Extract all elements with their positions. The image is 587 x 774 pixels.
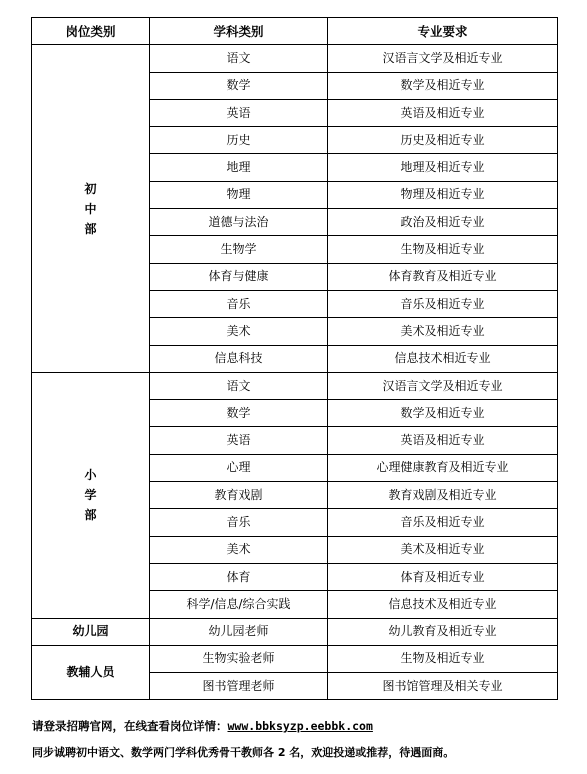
- requirement-cell: 美术及相近专业: [328, 536, 558, 563]
- table-row: [32, 645, 558, 672]
- subject-cell: 道德与法治: [150, 209, 328, 236]
- requirement-cell: 数学及相近专业: [328, 400, 558, 427]
- group-label-char: 部: [84, 221, 97, 236]
- requirement-cell: 历史及相近专业: [328, 127, 558, 154]
- requirement-cell: 美术及相近专业: [328, 318, 558, 345]
- group-label-cell: 教辅人员: [32, 645, 150, 700]
- requirement-cell: 图书馆管理及相关专业: [328, 673, 558, 700]
- subject-cell: 生物实验老师: [150, 645, 328, 672]
- subject-cell: 信息科技: [150, 345, 328, 372]
- group-label-char: 部: [84, 508, 97, 523]
- header-post-category: 岗位类别: [32, 18, 150, 45]
- subject-cell: 美术: [150, 318, 328, 345]
- subject-cell: 数学: [150, 400, 328, 427]
- group-label-char: 学: [84, 488, 97, 503]
- requirement-cell: 教育戏剧及相近专业: [328, 482, 558, 509]
- requirement-cell: 音乐及相近专业: [328, 290, 558, 317]
- requirement-cell: 心理健康教育及相近专业: [328, 454, 558, 481]
- requirement-cell: 生物及相近专业: [328, 236, 558, 263]
- subject-cell: 图书管理老师: [150, 673, 328, 700]
- group-label-char: 初: [84, 181, 97, 196]
- subject-cell: 语文: [150, 372, 328, 399]
- subject-cell: 科学/信息/综合实践: [150, 591, 328, 618]
- subject-cell: 教育戏剧: [150, 482, 328, 509]
- subject-cell: 音乐: [150, 509, 328, 536]
- requirement-cell: 英语及相近专业: [328, 99, 558, 126]
- subject-cell: 英语: [150, 427, 328, 454]
- requirement-cell: 英语及相近专业: [328, 427, 558, 454]
- requirement-cell: 信息技术及相近专业: [328, 591, 558, 618]
- subject-cell: 历史: [150, 127, 328, 154]
- subject-cell: 语文: [150, 45, 328, 72]
- subject-cell: 地理: [150, 154, 328, 181]
- group-label-cell: [32, 372, 150, 618]
- positions-table: [31, 17, 558, 700]
- subject-cell: 幼儿园老师: [150, 618, 328, 645]
- requirement-cell: 政治及相近专业: [328, 209, 558, 236]
- table-row: [32, 618, 558, 645]
- group-label-char: 中: [84, 201, 97, 216]
- group-label-cell: [32, 45, 150, 373]
- requirement-cell: 地理及相近专业: [328, 154, 558, 181]
- recruitment-website-link[interactable]: www.bbksyzp.eebbk.com: [227, 719, 373, 733]
- requirement-cell: 音乐及相近专业: [328, 509, 558, 536]
- requirement-cell: 汉语言文学及相近专业: [328, 45, 558, 72]
- subject-cell: 英语: [150, 99, 328, 126]
- requirement-cell: 生物及相近专业: [328, 645, 558, 672]
- subject-cell: 音乐: [150, 290, 328, 317]
- footer-website-line: [32, 718, 373, 734]
- requirement-cell: 幼儿教育及相近专业: [328, 618, 558, 645]
- group-label-cell: 幼儿园: [32, 618, 150, 645]
- requirement-cell: 体育教育及相近专业: [328, 263, 558, 290]
- group-label-char: 小: [84, 468, 97, 483]
- requirement-cell: 物理及相近专业: [328, 181, 558, 208]
- header-major-requirement: 专业要求: [328, 18, 558, 45]
- table-body: [32, 45, 558, 700]
- subject-cell: 美术: [150, 536, 328, 563]
- footer-notice-line: 同步诚聘初中语文、数学两门学科优秀骨干教师各 2 名，欢迎投递或推荐，待遇面商。: [32, 746, 455, 759]
- subject-cell: 心理: [150, 454, 328, 481]
- requirement-cell: 信息技术相近专业: [328, 345, 558, 372]
- subject-cell: 体育与健康: [150, 263, 328, 290]
- table-header-row: [32, 18, 558, 45]
- subject-cell: 生物学: [150, 236, 328, 263]
- subject-cell: 数学: [150, 72, 328, 99]
- subject-cell: 体育: [150, 563, 328, 590]
- table-row: [32, 372, 558, 399]
- requirement-cell: 体育及相近专业: [328, 563, 558, 590]
- requirement-cell: 汉语言文学及相近专业: [328, 372, 558, 399]
- header-subject-category: 学科类别: [150, 18, 328, 45]
- footer-website-prefix: 请登录招聘官网，在线查看岗位详情：: [32, 719, 228, 733]
- subject-cell: 物理: [150, 181, 328, 208]
- requirement-cell: 数学及相近专业: [328, 72, 558, 99]
- table-row: [32, 45, 558, 72]
